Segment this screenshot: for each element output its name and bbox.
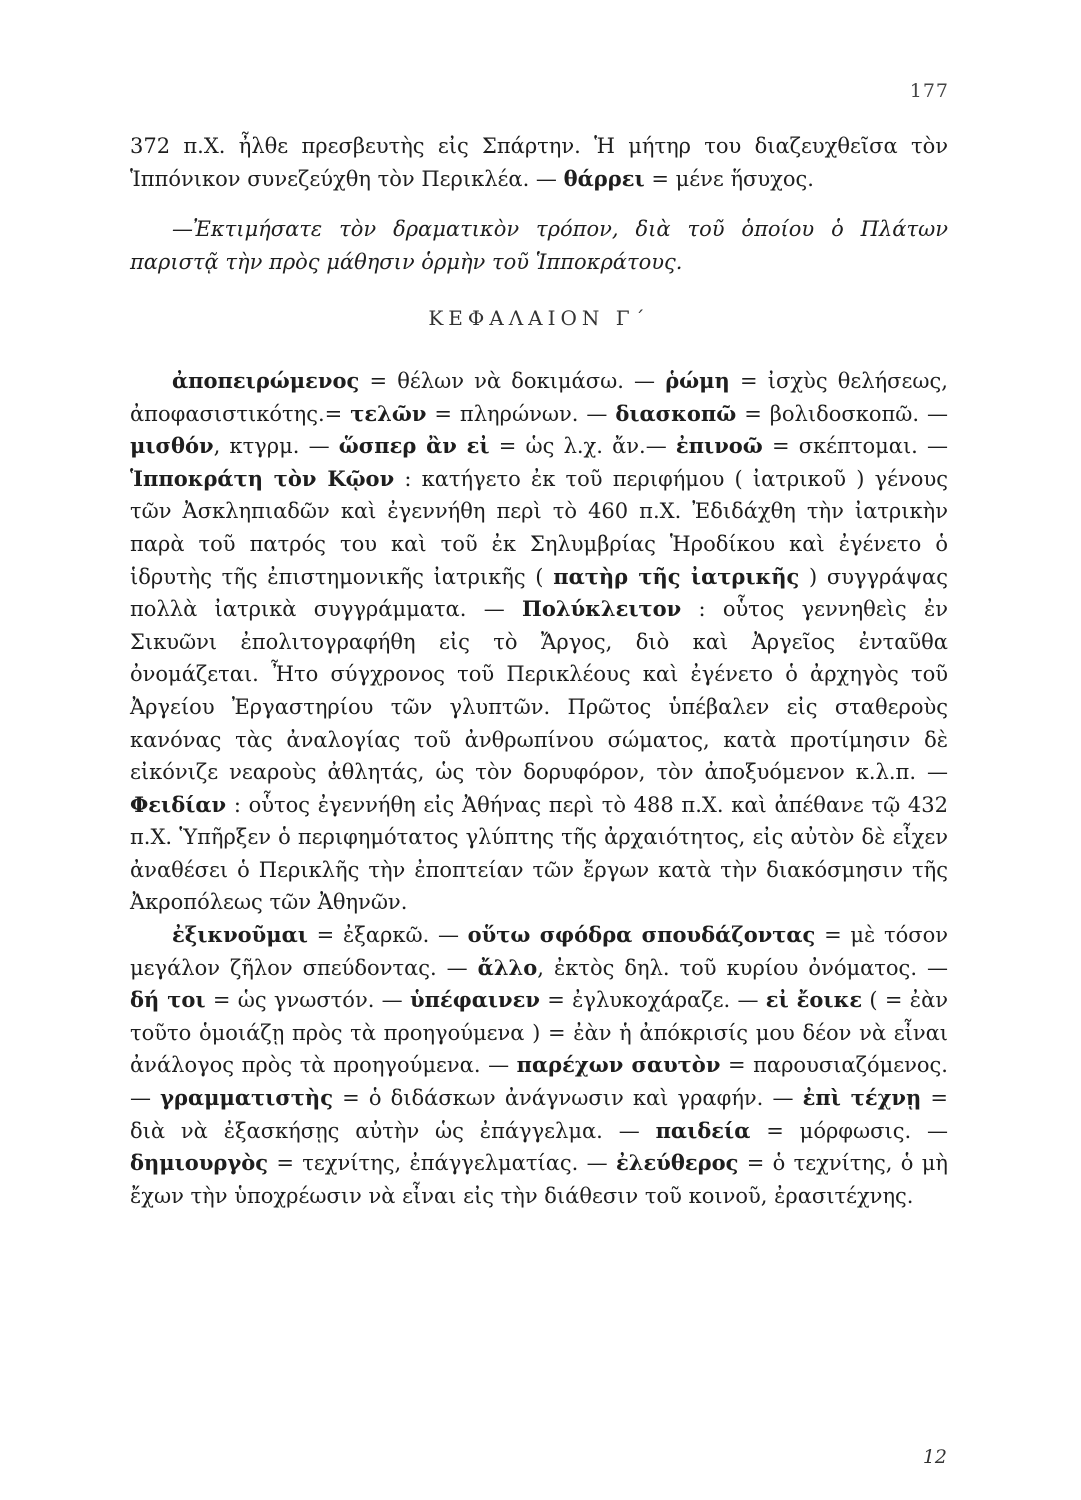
glossary-paragraph-1: ἀποπειρώμενος = θέλων νὰ δοκιμάσω. — ῥώμη = ἰσχὺς θελήσεως, ἀποφασιστικότης.= τελῶν = πληρώνων. — διασκοπῶ = βολιδοσκοπῶ. — μισθόν, κτγρμ. — ὥσπερ ἂν εἰ = ὡς λ.χ. ἄν.— ἐπινοῶ = σκέπτομαι. — Ἱπποκράτη τὸν Κῷον : κατήγετο ἐκ τοῦ περιφήμου ( ἰατρικοῦ ) γένους τῶν Ἀσκληπιαδῶν καὶ ἐγεννήθη περὶ τὸ 460 π.Χ. Ἐδιδάχθη τὴν ἰατρικὴν παρὰ τοῦ πατρός του καὶ τοῦ ἐκ Σηλυμβρίας Ἡροδίκου καὶ ἐγένετο ὁ ἱδρυτὴς τῆς ἐπιστημονικῆς ἰατρικῆς ( πατὴρ τῆς ἰατρικῆς ) συγγράψας πολλὰ ἰατρικὰ συγγράμματα. — Πολύκλειτον : οὗτος γεννηθεὶς ἐν Σικυῶνι ἐπολιτογραφήθη εἰς τὸ Ἄργος, διὸ καὶ Ἀργεῖος ἐνταῦθα ὀνομάζεται. Ἦτο σύγχρονος τοῦ Περικλέους καὶ ἐγένετο ὁ ἀρχηγὸς τοῦ Ἀργείου Ἐργαστηρίου τῶν γλυπτῶν. Πρῶτος ὑπέβαλεν εἰς σταθεροὺς κανόνας τὰς ἀναλογίας τοῦ ἀνθρωπίνου σώματος, κατὰ προτίμησιν δὲ εἰκόνιζε νεαροὺς ἀθλητάς, ὡς τὸν δορυφόρον, τὸν ἀποξυόμενον κ.λ.π. — Φειδίαν : οὗτος ἐγεννήθη εἰς Ἀθήνας περὶ τὸ 488 π.Χ. καὶ ἀπέθανε τῷ 432 π.Χ. Ὑπῆρξεν ὁ περιφημότατος γλύπτης τῆς ἀρχαιότητος, εἰς αὐτὸν δὲ εἶχεν ἀναθέσει ὁ Περικλῆς τὴν ἐποπτείαν τῶν ἔργων κατὰ τὴν διακόσμησιν τῆς Ἀκροπόλεως τῶν Ἀθηνῶν. <box>130 367 949 915</box>
page-number: 177 <box>909 80 949 102</box>
glossary-paragraph-2: ἐξικνοῦμαι = ἐξαρκῶ. — οὕτω σφόδρα σπουδάζοντας = μὲ τόσον μεγάλον ζῆλον σπεύδοντας. — ἄλλο, ἐκτὸς δηλ. τοῦ κυρίου ὀνόματος. — δή τοι = ὡς γνωστόν. — ὑπέφαινεν = ἐγλυκοχάραζε. — εἰ ἔοικε ( = ἐὰν τοῦτο ὁμοιάζῃ πρὸς τὰ προηγούμενα ) = ἐὰν ἡ ἀπόκρισίς μου δέον νὰ εἶναι ἀνάλογος πρὸς τὰ προηγούμενα. — παρέχων σαυτὸν = παρουσιαζόμενος. — γραμματιστὴς = ὁ διδάσκων ἀνάγνωσιν καὶ γραφήν. — ἐπὶ τέχνῃ = διὰ νὰ ἐξασκήσῃς αὐτὴν ὡς ἐπάγγελμα. — παιδεία = μόρφωσις. — δημιουργὸς = τεχνίτης, ἐπάγγελματίας. — ἐλεύθερος = ὁ τεχνίτης, ὁ μὴ ἔχων τὴν ὑποχρέωσιν νὰ εἶναι εἰς τὴν διάθεσιν τοῦ κοινοῦ, ἐρασιτέχνης. <box>130 922 949 1208</box>
exercise-paragraph: —Ἐκτιμήσατε τὸν δραματικὸν τρόπον, διὰ τοῦ ὁποίου ὁ Πλάτων παριστᾷ τὴν πρὸς μάθησιν ὁρμὴν τοῦ Ἱπποκράτους. <box>130 217 948 274</box>
signature-mark: 12 <box>922 1446 947 1468</box>
chapter-title: ΚΕΦΑΛΑΙΟΝ Γ΄ <box>428 306 650 331</box>
intro-paragraph: 372 π.Χ. ἦλθε πρεσβευτὴς εἰς Σπάρτην. Ἡ μήτηρ του διαζευχθεῖσα τὸν Ἱππόνικον συνεζεύχθη τὸν Περικλέα. — θάρρει = μένε ἥσυχος. <box>130 134 948 191</box>
page-content <box>130 130 948 1212</box>
